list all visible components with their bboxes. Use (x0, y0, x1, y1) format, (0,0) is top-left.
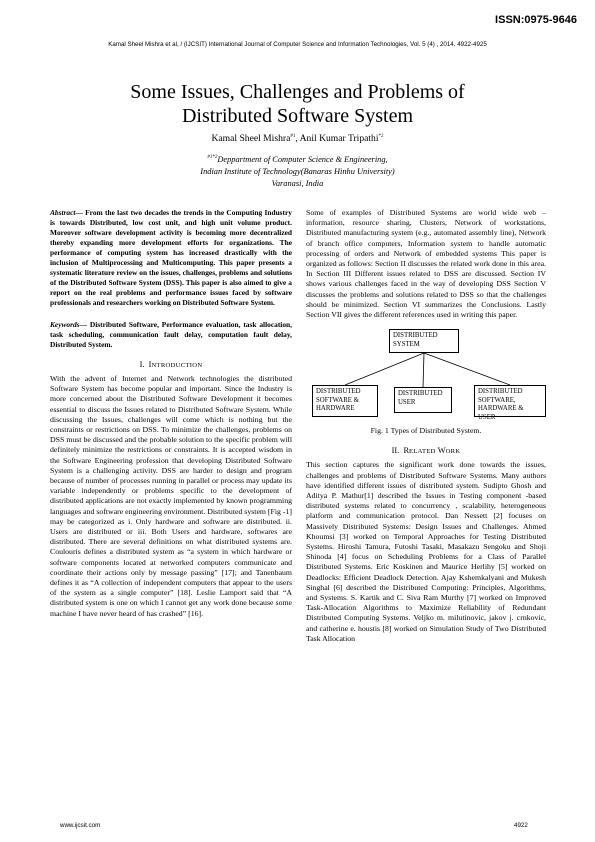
affiliation-department: Deppartment of Computer Science & Engineering, (217, 154, 388, 164)
author-separator: , (295, 133, 300, 145)
section-1-title-rest: NTRODUCTION (151, 362, 203, 369)
section-2-heading (306, 445, 546, 457)
footer-url: www.ijcsit.com (60, 822, 101, 829)
section-2-initial-2: W (437, 446, 446, 456)
connector-middle (423, 353, 424, 387)
section-2-title-rest: ELATED (409, 448, 438, 456)
running-head: Kamal Sheel Mishra et al, / (IJCSIT) International Journal of Computer Science and Information Technologies, Vol. 5 (4) , 2014, 4922-4925 (108, 41, 487, 48)
node-distributed-system-line-2: SYSTEM (393, 340, 420, 348)
node-software-hardware-user-line-1: DISTRIBUTED (478, 388, 523, 396)
author-1: Kamal Sheel Mishra (211, 133, 291, 145)
title-line-2: Distributed Software System (181, 105, 414, 127)
node-software-hardware-user (474, 385, 546, 422)
node-software-hardware-line-3: HARDWARE (316, 405, 355, 413)
connector-left (345, 353, 424, 385)
intro-continued: Some of examples of Distributed Systems are world wide web – information, resource sharing, Clusters, Network of workstations, Distributed manufacturing system (e.g., automated assembly line), Network of branch office computers, Information system to handle automatic processing of orders and Network of embedded systems This paper is organized as follows: Section II discusses the related work done in this area. In Section III Different issues related to DSS are discussed. Section IV shows various challenges faced in the way of developing DSS Section V discusses the problems and solutions related to DSS so that the challenges should be minimized. Section VI summarizes the Conclusions. Lastly Section VII gives the different references used in writing this paper. (306, 208, 546, 320)
footer-page-number: 4922 (514, 822, 528, 829)
left-column (50, 208, 292, 619)
author-2-mark: *2 (378, 134, 384, 139)
node-software-hardware-line-2: SOFTWARE & (316, 396, 359, 404)
right-column (306, 208, 546, 644)
node-software-hardware-user-line-2: SOFTWARE, (478, 396, 516, 404)
distributed-system-diagram (306, 326, 546, 424)
section-2-initial: R (403, 446, 410, 456)
affiliation (0, 152, 595, 190)
figure-1-caption: Fig. 1 Types of Distributed System. (370, 426, 482, 436)
issn-label: ISSN:0975-9646 (495, 14, 577, 26)
keywords (50, 320, 292, 350)
node-distributed-user (394, 387, 452, 413)
section-1-heading (50, 359, 292, 371)
node-distributed-system-line-1: DISTRIBUTED (393, 332, 438, 340)
section-2-body: This section captures the significant work done towards the issues, challenges and problems of Distributed Software Systems. Many authors have identified different issues of distributed system. Sudipto Ghosh and Aditya P. Mathur[1] described the Issues in Testing component -based distributed systems related to concurrency , scalability, heterogeneous platform and communication protocol. Dan Nessett [2] focuses on Massively Distributed Systems: Design Issues and Challenges. Ahmed Khoumsi [3] worked on Temporal Approaches for Testing Distributed Systems. Hiroshi Tamura, Futoshi Tasaki, Masakazu Sengoku and Shoji Shinoda [4] focus on Scheduling Problems for a Class of Parallel Distributed Systems. Eric Koskinen and Maurice Herlihy [5] worked on Deadlocks: Efficient Deadlock Detection. Ajay Kshemkalyani and Mukesh Singhal [6] described the Distributed Computing: Principles, Algorithms, and Systems. S. Kartik and C. Siva Ram Murthy [7] worked on Improved Task-Allocation Algorithms to Maximize Reliability of Redundant Distributed Computing Systems. Veljko m. milutinovic, jakov j. crnkovic, and catherine e. houstis [8] worked on Simulation Study of Two Distributed Task Allocation (306, 460, 546, 643)
affiliation-city: Varanasi, India (271, 178, 324, 188)
section-1-number: I. (139, 360, 145, 369)
keywords-lead: Keywords— (50, 320, 87, 329)
abstract (50, 208, 292, 308)
section-2-number: II. (391, 446, 400, 456)
section-2-title-rest-2: ORK (445, 448, 461, 456)
section-1-initial: I (148, 360, 152, 369)
connector-right (424, 353, 510, 385)
author-2: Anil Kumar Tripathi (299, 133, 379, 145)
author-list (0, 131, 595, 145)
node-software-hardware (312, 385, 378, 417)
node-software-hardware-line-1: DISTRIBUTED (316, 388, 361, 396)
abstract-text: From the last two decades the trends in the Computing Industry is towards Distributed, low cost unit, and high unit volume product. Moreover software development activity is becoming more decentralized thereby expanding more development efforts for organizations. The performance of computing system has increased drastically with the inclusion of Multiprocessing and Multicomputing. This paper presents a systematic literature review on the issues, challenges, problems and solutions of the Distributed Software System (DSS). This paper is also aimed to give a report on the real problems and performance issues faced by software professionals and researchers working on Distributed Software System. (50, 208, 292, 307)
author-1-mark: #1 (290, 134, 296, 139)
node-software-hardware-user-line-3: HARDWARE & USER (478, 405, 524, 422)
affiliation-institute: Indian Institute of Technology(Banaras Hinhu University) (200, 166, 395, 176)
node-distributed-user-line-2: USER (398, 398, 416, 406)
node-distributed-system (389, 329, 459, 353)
paper-title (0, 80, 595, 128)
keywords-text: Distributed Software, Performance evaluation, task allocation, task scheduling, communication fault delay, computation fault delay, Distributed System. (50, 320, 292, 349)
abstract-lead: Abstract— (50, 208, 83, 217)
affiliation-mark: #1*2 (207, 155, 218, 160)
section-1-body: With the advent of Internet and Network technologies the distributed Software System has become popular and important. Since the Industry is more concerned about the Distributed Software Development it becomes essential to discuss the Issues related to Distributed Software System. While discussing the Issues, challenges will come which is nothing but the constraints or restrictions on DSS. To minimize the challenges, problems on DSS must be discussed and the probable solution to the specific problem will definitely minimize the restrictions or constraints. It is accepted wisdom in the Software Engineering profession that developing Distributed Software System is a challenging activity. DSS are harder to design and program because of number of processes running in parallel or process may update its variable independently or problems specific to the development of distributed applications are not exactly implemented by known programming languages and software engineering environment. Distributed system [Fig -1] may be categorized as i. Only hardware and software are distributed. ii. Users are distributed or iii. Both Users and hardware, softwares are distributed. There are several definitions on what distributed systems are. Coulouris defines a distributed system as “a system in which hardware or software components located at networked computers communicate and coordinate their actions only by message passing” [17]; and Tanenbaum defines it as “A collection of independent computers that appear to the users of the system as a single computer” [18]. Leslie Lamport said that “A distributed system is one on which I cannot get any work done because some machine I have never heard of has crashed” [16]. (50, 374, 292, 618)
node-distributed-user-line-1: DISTRIBUTED (398, 390, 443, 398)
title-line-1: Some Issues, Challenges and Problems of (130, 81, 465, 103)
